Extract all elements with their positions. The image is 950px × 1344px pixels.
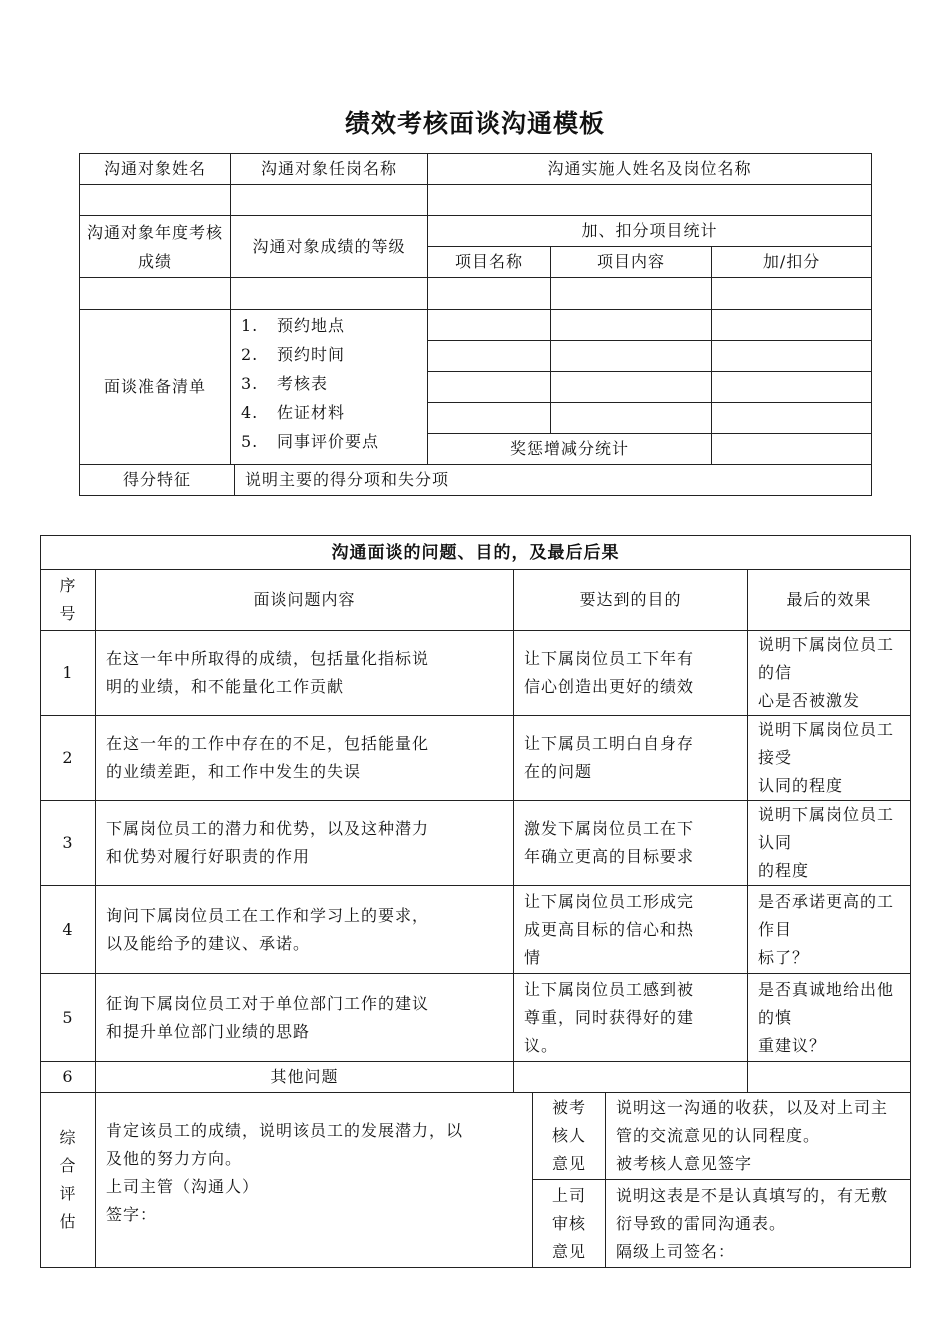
- superior-label: 上司 审核 意见: [533, 1180, 606, 1268]
- header-item-name: 项目名称: [428, 247, 551, 278]
- implementer-value-cell[interactable]: [428, 185, 872, 216]
- item-name-cell[interactable]: [428, 278, 551, 310]
- row-purpose: 让下属岗位员工下年有 信心创造出更好的绩效: [514, 631, 748, 716]
- table-row: [41, 886, 911, 974]
- prep-checklist: [231, 310, 428, 465]
- score-feature-text: 说明主要的得分项和失分项: [235, 465, 872, 496]
- row-seq: 2: [41, 716, 96, 801]
- row-effect: 说明下属岗位员工的信 心是否被激发: [748, 631, 911, 716]
- reward-stats-value-cell[interactable]: [712, 434, 872, 465]
- row-effect[interactable]: [748, 1062, 911, 1093]
- table-row: [41, 716, 911, 801]
- row-purpose: 激发下属岗位员工在下 年确立更高的目标要求: [514, 801, 748, 886]
- header-annual-score: 沟通对象年度考核成绩: [80, 216, 231, 278]
- interview-table-heading: 沟通面谈的问题、目的，及最后后果: [41, 536, 911, 570]
- reward-stats-label: 奖惩增减分统计: [428, 434, 712, 465]
- row-purpose[interactable]: [514, 1062, 748, 1093]
- row-question: 下属岗位员工的潜力和优势，以及这种潜力 和优势对履行好职责的作用: [96, 801, 514, 886]
- header-implementer: 沟通实施人姓名及岗位名称: [428, 154, 872, 185]
- row-effect: 说明下属岗位员工接受 认同的程度: [748, 716, 911, 801]
- row-question: 询问下属岗位员工在工作和学习上的要求， 以及能给予的建议、承诺。: [96, 886, 514, 974]
- row-seq: 5: [41, 974, 96, 1062]
- summary-text: 肯定该员工的成绩，说明该员工的发展潜力，以 及他的努力方向。 上司主管（沟通人） 签字：: [96, 1093, 533, 1268]
- score-value-cell[interactable]: [80, 278, 231, 310]
- header-purpose: 要达到的目的: [514, 570, 748, 631]
- row-purpose: 让下属员工明白自身存 在的问题: [514, 716, 748, 801]
- list-item: 4. 佐证材料: [241, 403, 346, 422]
- row-seq: 6: [41, 1062, 96, 1093]
- row-question: 其他问题: [96, 1062, 514, 1093]
- stat-cell[interactable]: [428, 372, 551, 403]
- stat-cell[interactable]: [551, 310, 712, 341]
- row-effect: 说明下属岗位员工认同 的程度: [748, 801, 911, 886]
- row-purpose: 让下属岗位员工感到被 尊重，同时获得好的建 议。: [514, 974, 748, 1062]
- table-row: [41, 1062, 911, 1093]
- stat-cell[interactable]: [551, 372, 712, 403]
- stat-cell[interactable]: [712, 403, 872, 434]
- reviewee-label: 被考 核人 意见: [533, 1093, 606, 1180]
- header-effect: 最后的效果: [748, 570, 911, 631]
- reviewee-text: 说明这一沟通的收获，以及对上司主 管的交流意见的认同程度。 被考核人意见签字: [606, 1093, 911, 1180]
- list-item: 3. 考核表: [241, 374, 329, 393]
- interview-table: [40, 535, 911, 1268]
- row-effect: 是否承诺更高的工作目 标了？: [748, 886, 911, 974]
- stat-cell[interactable]: [551, 341, 712, 372]
- plus-minus-cell[interactable]: [712, 278, 872, 310]
- row-question: 征询下属岗位员工对于单位部门工作的建议 和提升单位部门业绩的思路: [96, 974, 514, 1062]
- row-question: 在这一年的工作中存在的不足，包括能量化 的业绩差距，和工作中发生的失误: [96, 716, 514, 801]
- stat-cell[interactable]: [428, 341, 551, 372]
- grade-value-cell[interactable]: [231, 278, 428, 310]
- header-item-content: 项目内容: [551, 247, 712, 278]
- summary-label: 综 合 评 估: [41, 1093, 96, 1268]
- header-name: 沟通对象姓名: [80, 154, 231, 185]
- item-content-cell[interactable]: [551, 278, 712, 310]
- superior-text: 说明这表是不是认真填写的，有无敷 衍导致的雷同沟通表。 隔级上司签名：: [606, 1180, 911, 1268]
- row-seq: 1: [41, 631, 96, 716]
- list-item: 2. 预约时间: [241, 345, 346, 364]
- table-row: [41, 631, 911, 716]
- stat-cell[interactable]: [428, 310, 551, 341]
- row-seq: 4: [41, 886, 96, 974]
- header-grade: 沟通对象成绩的等级: [231, 216, 428, 278]
- header-plus-minus: 加/扣分: [712, 247, 872, 278]
- table-row: [41, 801, 911, 886]
- row-question: 在这一年中所取得的成绩，包括量化指标说 明的业绩，和不能量化工作贡献: [96, 631, 514, 716]
- prep-label: 面谈准备清单: [80, 310, 231, 465]
- list-item: 5. 同事评价要点: [241, 432, 380, 451]
- list-item: 1. 预约地点: [241, 316, 346, 335]
- stat-cell[interactable]: [428, 403, 551, 434]
- stat-cell[interactable]: [712, 310, 872, 341]
- table-row: [41, 974, 911, 1062]
- row-purpose: 让下属岗位员工形成完 成更高目标的信心和热 情: [514, 886, 748, 974]
- header-adjust-stats: 加、扣分项目统计: [428, 216, 872, 247]
- row-seq: 3: [41, 801, 96, 886]
- stat-cell[interactable]: [712, 341, 872, 372]
- header-position: 沟通对象任岗名称: [231, 154, 428, 185]
- stat-cell[interactable]: [551, 403, 712, 434]
- header-question: 面谈问题内容: [96, 570, 514, 631]
- score-feature-label: 得分特征: [80, 465, 235, 496]
- position-value-cell[interactable]: [231, 185, 428, 216]
- name-value-cell[interactable]: [80, 185, 231, 216]
- header-seq: 序 号: [41, 570, 96, 631]
- stat-cell[interactable]: [712, 372, 872, 403]
- page-title: 绩效考核面谈沟通模板: [344, 109, 605, 138]
- row-effect: 是否真诚地给出他的慎 重建议？: [748, 974, 911, 1062]
- basic-info-table: [79, 153, 872, 496]
